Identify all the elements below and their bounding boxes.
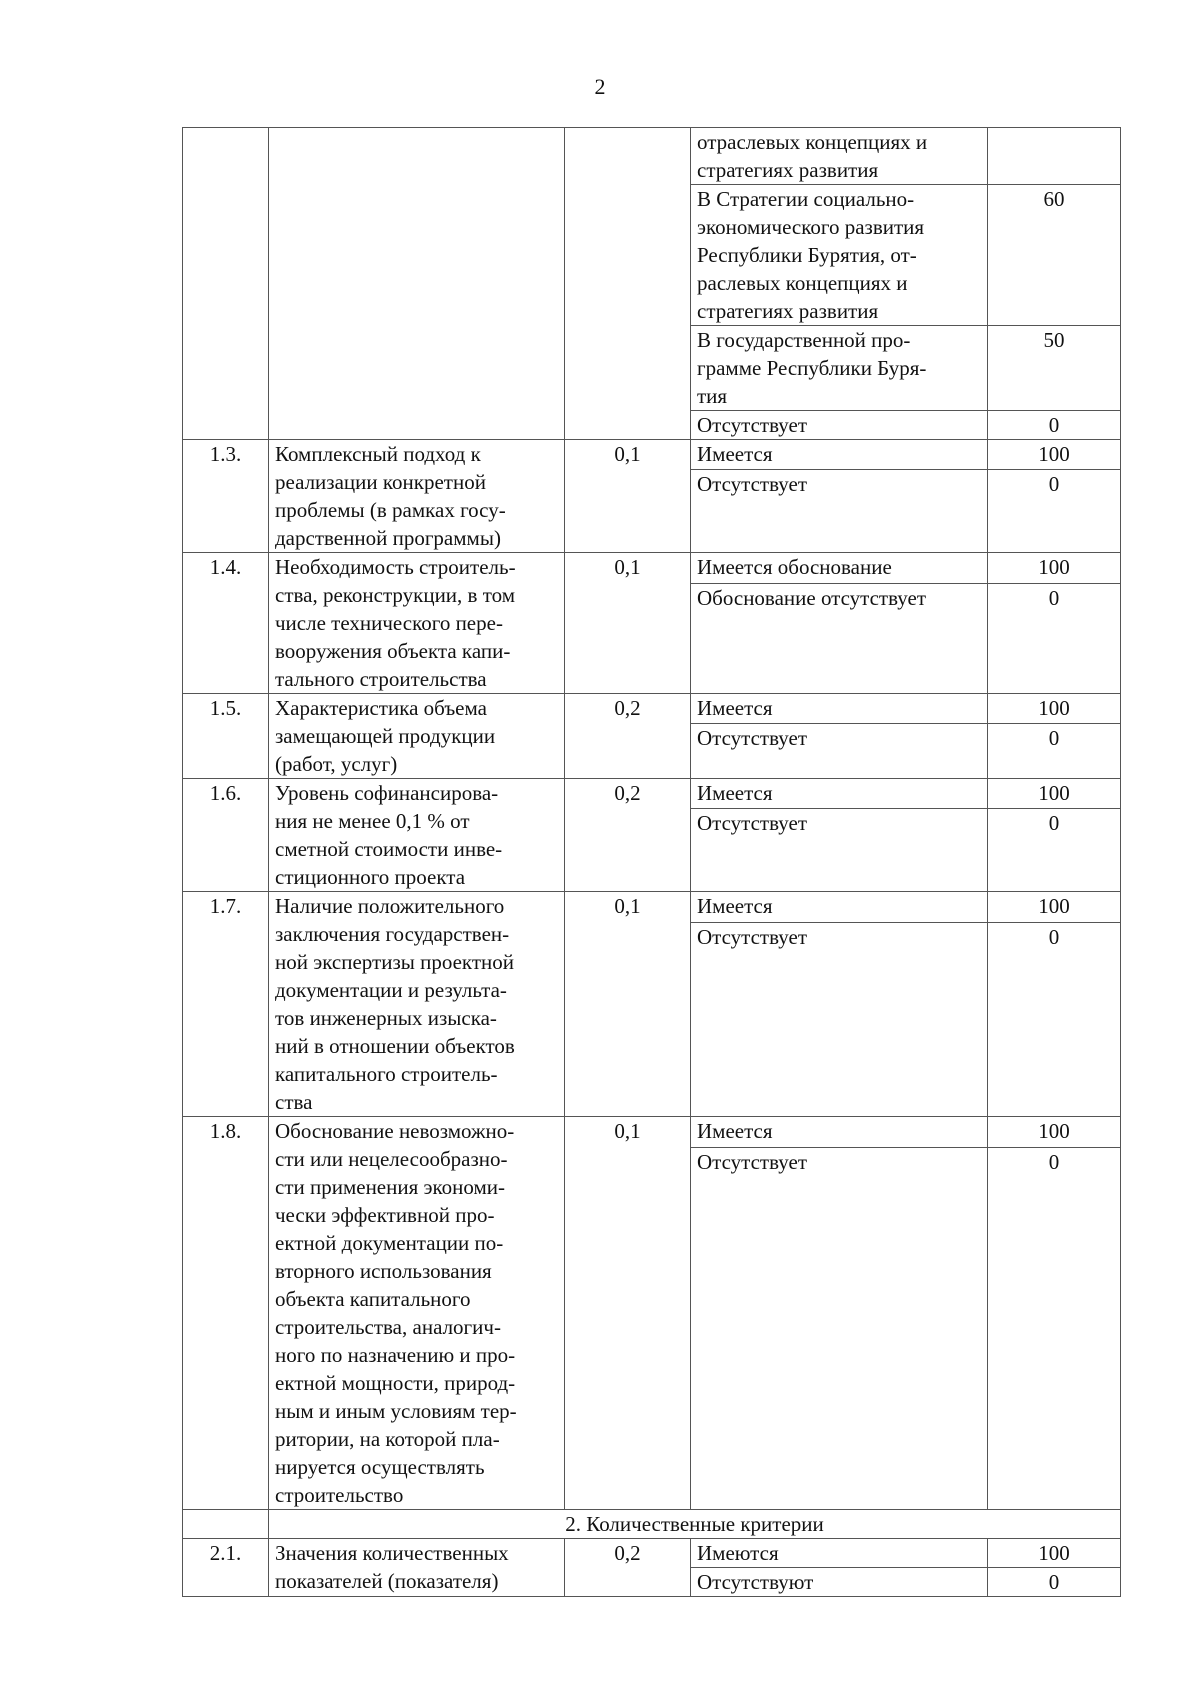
text-line: стиционного проекта <box>275 865 466 889</box>
text-line: ства <box>275 1090 313 1114</box>
option-label-cell: Имеется <box>691 440 988 470</box>
text-line: тия <box>697 384 728 408</box>
criterion-name-cell <box>269 440 565 553</box>
text-line: ния не менее 0,1 % от <box>275 809 470 833</box>
text-line: Значения количественных <box>275 1541 509 1565</box>
criterion-name-cell <box>269 694 565 779</box>
text-line: ства, реконструкции, в том <box>275 583 516 607</box>
text-line: замещающей продукции <box>275 724 496 748</box>
option-label-cell: Отсутствует <box>691 470 988 553</box>
option-label-cell: Имеются <box>691 1539 988 1568</box>
criterion-weight-cell: 0,1 <box>565 892 691 1117</box>
option-score-cell: 0 <box>988 411 1121 440</box>
option-label-cell: Имеется обоснование <box>691 553 988 584</box>
option-score-cell: 0 <box>988 922 1121 1116</box>
text-line: Обоснование невозможно- <box>275 1119 515 1143</box>
text-line: строительство <box>275 1483 404 1507</box>
option-label-cell: Имеется <box>691 694 988 724</box>
text-line: сти или нецелесообразно- <box>275 1147 508 1171</box>
criterion-name-cell <box>269 128 565 440</box>
option-score-cell: 100 <box>988 694 1121 724</box>
text-line: Необходимость строитель- <box>275 555 516 579</box>
option-score-cell: 100 <box>988 1539 1121 1568</box>
criterion-name-cell <box>269 1117 565 1510</box>
option-score-cell: 50 <box>988 326 1121 411</box>
option-score-cell: 0 <box>988 724 1121 779</box>
text-line: показателей (показателя) <box>275 1569 499 1593</box>
option-score-cell: 100 <box>988 892 1121 923</box>
text-line: вооружения объекта капи- <box>275 639 511 663</box>
table-row <box>183 779 1121 809</box>
text-line: стратегиях развития <box>697 158 879 182</box>
criteria-table <box>182 127 1121 1597</box>
option-score-cell: 60 <box>988 185 1121 326</box>
option-label-cell: Обоснование отсутствует <box>691 583 988 694</box>
table-row <box>183 553 1121 584</box>
criterion-number-cell: 1.6. <box>183 779 269 892</box>
text-line: нируется осуществлять <box>275 1455 485 1479</box>
option-label-cell: Отсутствует <box>691 922 988 1116</box>
option-label-cell: Имеется <box>691 779 988 809</box>
text-line: ной экспертизы проектной <box>275 950 514 974</box>
option-label-cell: Отсутствуют <box>691 1568 988 1597</box>
text-line: дарственной программы) <box>275 526 501 550</box>
table-row <box>183 1539 1121 1568</box>
text-line: сти применения экономи- <box>275 1175 506 1199</box>
section-title: 2. Количественные критерии <box>269 1510 1121 1539</box>
criterion-weight-cell: 0,2 <box>565 694 691 779</box>
criterion-weight-cell: 0,1 <box>565 1117 691 1510</box>
option-score-cell <box>988 128 1121 185</box>
criterion-weight-cell <box>565 128 691 440</box>
text-line: (работ, услуг) <box>275 752 398 776</box>
text-line: числе технического пере- <box>275 611 503 635</box>
section-header-row <box>183 1510 1121 1539</box>
page-number: 2 <box>594 74 606 99</box>
text-line: объекта капитального <box>275 1287 471 1311</box>
text-line: тов инженерных изыска- <box>275 1006 497 1030</box>
text-line: Уровень софинансирова- <box>275 781 499 805</box>
text-line: Республики Бурятия, от- <box>697 243 917 267</box>
text-line: Наличие положительного <box>275 894 505 918</box>
criterion-number-cell: 2.1. <box>183 1539 269 1597</box>
option-score-cell: 100 <box>988 440 1121 470</box>
option-score-cell: 0 <box>988 809 1121 892</box>
option-label-cell: Имеется <box>691 1117 988 1148</box>
criterion-name-cell <box>269 553 565 694</box>
table-row <box>183 1117 1121 1148</box>
text-line: Характеристика объема <box>275 696 487 720</box>
section-empty-cell <box>183 1510 269 1539</box>
option-score-cell: 100 <box>988 1117 1121 1148</box>
option-score-cell: 100 <box>988 779 1121 809</box>
option-score-cell: 0 <box>988 583 1121 694</box>
criterion-name-cell <box>269 892 565 1117</box>
option-label-cell <box>691 411 988 440</box>
text-line: раслевых концепциях и <box>697 271 908 295</box>
text-line: сметной стоимости инве- <box>275 837 503 861</box>
criterion-number-cell: 1.7. <box>183 892 269 1117</box>
text-line: капитального строитель- <box>275 1062 498 1086</box>
criterion-weight-cell: 0,2 <box>565 779 691 892</box>
option-label-cell: Отсутствует <box>691 809 988 892</box>
option-label-cell <box>691 185 988 326</box>
table-row <box>183 440 1121 470</box>
option-label-cell <box>691 128 988 185</box>
criteria-table-body <box>183 128 1121 1597</box>
text-line: отраслевых концепциях и <box>697 130 928 154</box>
criterion-number-cell: 1.8. <box>183 1117 269 1510</box>
text-line: экономического развития <box>697 215 925 239</box>
option-label-cell: Имеется <box>691 892 988 923</box>
text-line: ритории, на которой пла- <box>275 1427 500 1451</box>
text-line: грамме Республики Буря- <box>697 356 927 380</box>
text-line: Комплексный подход к <box>275 442 481 466</box>
text-line: тального строительства <box>275 667 487 691</box>
table-row <box>183 128 1121 185</box>
table-row <box>183 892 1121 923</box>
criterion-weight-cell: 0,2 <box>565 1539 691 1597</box>
criterion-weight-cell: 0,1 <box>565 553 691 694</box>
text-line: реализации конкретной <box>275 470 486 494</box>
text-line: ектной документации по- <box>275 1231 504 1255</box>
option-score-cell: 0 <box>988 1147 1121 1509</box>
text-line: Отсутствует <box>697 413 807 437</box>
criterion-number-cell: 1.3. <box>183 440 269 553</box>
table-row <box>183 694 1121 724</box>
text-line: строительства, аналогич- <box>275 1315 501 1339</box>
option-score-cell: 0 <box>988 470 1121 553</box>
text-line: ний в отношении объектов <box>275 1034 515 1058</box>
text-line: стратегиях развития <box>697 299 879 323</box>
option-score-cell: 0 <box>988 1568 1121 1597</box>
option-score-cell: 100 <box>988 553 1121 584</box>
text-line: документации и результа- <box>275 978 507 1002</box>
criterion-name-cell <box>269 779 565 892</box>
text-line: вторного использования <box>275 1259 492 1283</box>
text-line: чески эффективной про- <box>275 1203 495 1227</box>
option-label-cell <box>691 326 988 411</box>
text-line: ного по назначению и про- <box>275 1343 516 1367</box>
option-label-cell: Отсутствует <box>691 724 988 779</box>
criterion-number-cell: 1.5. <box>183 694 269 779</box>
text-line: В государственной про- <box>697 328 911 352</box>
text-line: ектной мощности, природ- <box>275 1371 516 1395</box>
criterion-weight-cell: 0,1 <box>565 440 691 553</box>
option-label-cell: Отсутствует <box>691 1147 988 1509</box>
text-line: В Стратегии социально- <box>697 187 915 211</box>
criterion-number-cell: 1.4. <box>183 553 269 694</box>
criterion-name-cell <box>269 1539 565 1597</box>
text-line: заключения государствен- <box>275 922 510 946</box>
text-line: ным и иным условиям тер- <box>275 1399 517 1423</box>
criterion-number-cell <box>183 128 269 440</box>
text-line: проблемы (в рамках госу- <box>275 498 506 522</box>
